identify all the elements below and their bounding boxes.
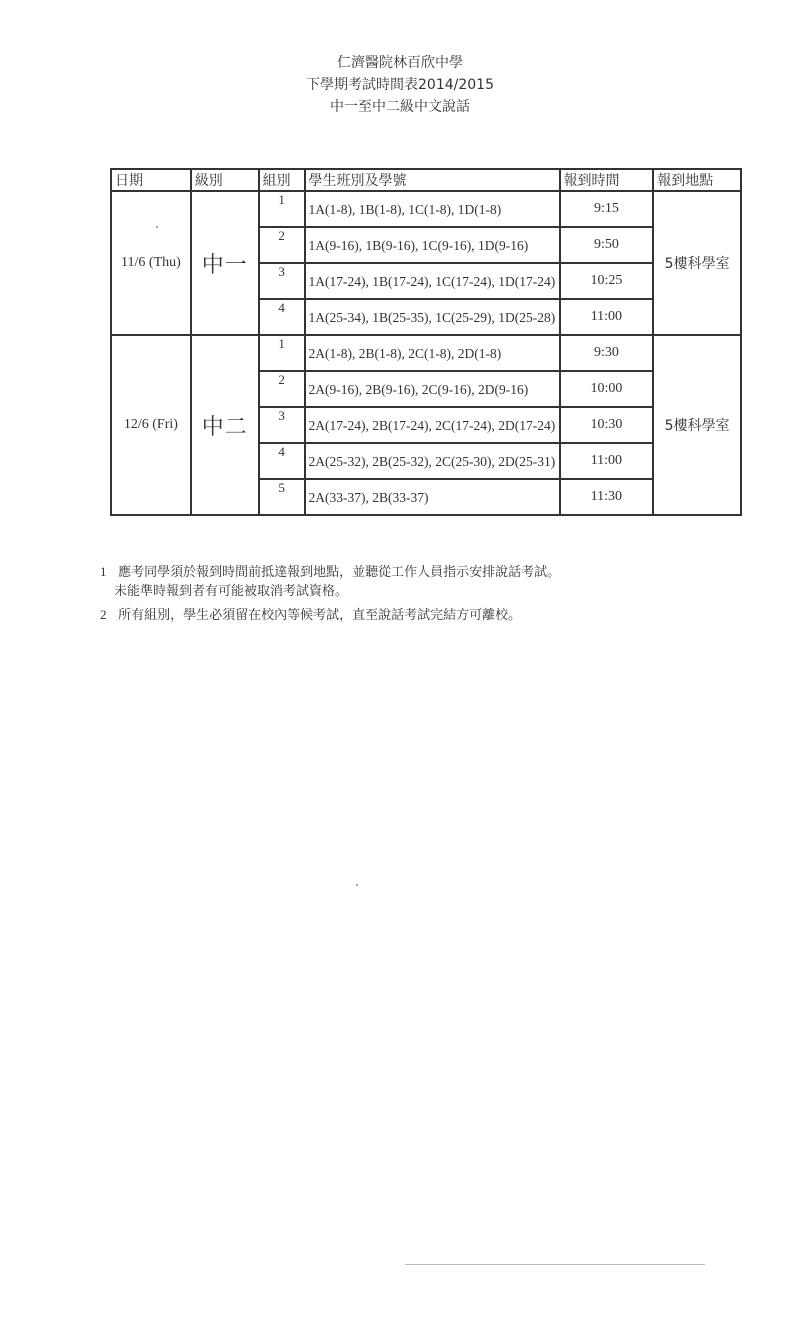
classes-cell: 2A(33-37), 2B(33-37) [305, 479, 560, 515]
exam-schedule-table [110, 168, 742, 516]
column-header-level: 級別 [191, 169, 259, 191]
date-cell: 11/6 (Thu) [111, 191, 191, 335]
table-header-row [111, 169, 741, 191]
time-cell: 10:30 [560, 407, 654, 443]
classes-cell: 2A(1-8), 2B(1-8), 2C(1-8), 2D(1-8) [305, 335, 560, 371]
level-cell: 中一 [191, 191, 259, 335]
group-cell: 1 [259, 191, 305, 227]
group-cell: 3 [259, 263, 305, 299]
group-cell: 2 [259, 227, 305, 263]
notes-section [100, 562, 700, 629]
date-cell: 12/6 (Fri) [111, 335, 191, 515]
note-number: 2 [100, 607, 107, 622]
column-header-venue: 報到地點 [653, 169, 741, 191]
time-cell: 11:00 [560, 443, 654, 479]
classes-cell: 2A(25-32), 2B(25-32), 2C(25-30), 2D(25-31) [305, 443, 560, 479]
time-cell: 9:30 [560, 335, 654, 371]
classes-cell: 2A(9-16), 2B(9-16), 2C(9-16), 2D(9-16) [305, 371, 560, 407]
school-name: 仁濟醫院林百欣中學 [337, 55, 463, 71]
time-cell: 9:15 [560, 191, 654, 227]
column-header-group: 組別 [259, 169, 305, 191]
note-text: 所有組別，學生必須留在校內等候考試，直至說話考試完結方可離校。 [118, 608, 522, 623]
note-item [100, 562, 700, 601]
group-cell: 1 [259, 335, 305, 371]
level-cell: 中二 [191, 335, 259, 515]
venue-cell: 5樓科學室 [653, 335, 741, 515]
table-row [111, 191, 741, 227]
column-header-classes: 學生班別及學號 [305, 169, 560, 191]
time-cell: 11:30 [560, 479, 654, 515]
scan-speck [156, 226, 158, 228]
column-header-report-time: 報到時間 [560, 169, 654, 191]
time-cell: 11:00 [560, 299, 654, 335]
time-cell: 10:25 [560, 263, 654, 299]
note-number: 1 [100, 564, 107, 579]
note-item [100, 605, 700, 625]
venue-cell: 5樓科學室 [653, 191, 741, 335]
group-cell: 4 [259, 299, 305, 335]
note-text: 應考同學須於報到時間前抵達報到地點，並聽從工作人員指示安排說話考試。 [118, 565, 561, 580]
time-cell: 9:50 [560, 227, 654, 263]
group-cell: 5 [259, 479, 305, 515]
classes-cell: 1A(25-34), 1B(25-35), 1C(25-29), 1D(25-28) [305, 299, 560, 335]
column-header-date: 日期 [111, 169, 191, 191]
group-cell: 2 [259, 371, 305, 407]
classes-cell: 1A(9-16), 1B(9-16), 1C(9-16), 1D(9-16) [305, 227, 560, 263]
classes-cell: 1A(17-24), 1B(17-24), 1C(17-24), 1D(17-24) [305, 263, 560, 299]
group-cell: 3 [259, 407, 305, 443]
subject-title: 中一至中二級中文說話 [330, 99, 470, 115]
scan-edge-line [405, 1264, 705, 1265]
term-title: 下學期考試時間表2014/2015 [306, 77, 494, 93]
table-row [111, 335, 741, 371]
classes-cell: 2A(17-24), 2B(17-24), 2C(17-24), 2D(17-24) [305, 407, 560, 443]
time-cell: 10:00 [560, 371, 654, 407]
group-cell: 4 [259, 443, 305, 479]
document-header [0, 52, 800, 118]
classes-cell: 1A(1-8), 1B(1-8), 1C(1-8), 1D(1-8) [305, 191, 560, 227]
scan-speck [356, 884, 358, 886]
note-text-continued: 未能準時報到者有可能被取消考試資格。 [114, 584, 349, 599]
